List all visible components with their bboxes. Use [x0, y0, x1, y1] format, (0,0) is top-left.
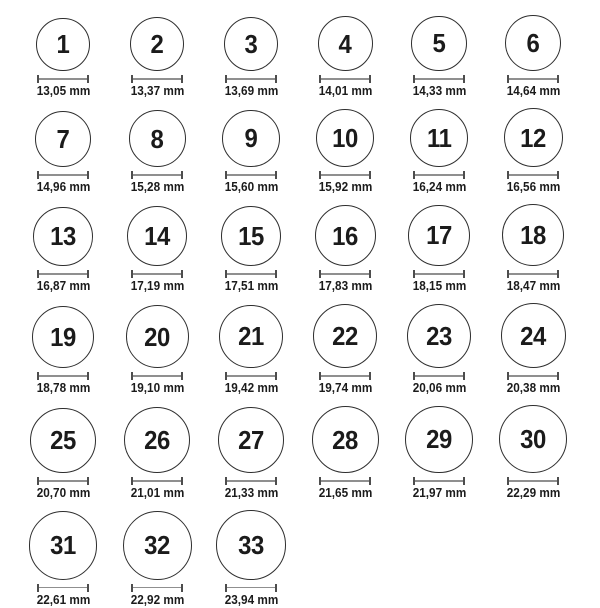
ring-size-item — [110, 510, 204, 608]
diameter-measure-line — [225, 270, 277, 278]
diameter-label: 14,96 mm — [36, 180, 90, 194]
ring-size-item — [486, 15, 580, 99]
ring-circle — [129, 110, 186, 167]
ring-size-number: 1 — [56, 29, 70, 60]
diameter-label: 18,15 mm — [412, 279, 466, 293]
ring-circle — [505, 15, 561, 71]
ring-size-number: 15 — [238, 220, 264, 251]
diameter-label: 22,29 mm — [506, 486, 560, 500]
diameter-label: 20,38 mm — [506, 381, 560, 395]
ring-size-number: 11 — [426, 122, 452, 153]
ring-size-number: 4 — [338, 28, 352, 59]
diameter-measure-line — [225, 372, 277, 380]
ring-size-item — [392, 405, 486, 501]
ring-size-item — [16, 204, 110, 294]
ring-circle — [501, 303, 566, 368]
diameter-label: 17,83 mm — [318, 279, 372, 293]
ring-size-item — [110, 15, 204, 99]
diameter-label: 19,42 mm — [224, 381, 278, 395]
ring-size-item — [298, 405, 392, 501]
diameter-label: 13,69 mm — [224, 84, 278, 98]
ring-size-item — [204, 108, 298, 195]
ring-size-number: 19 — [50, 321, 76, 352]
ring-size-item — [486, 108, 580, 195]
ring-size-number: 12 — [520, 122, 546, 153]
ring-size-item — [110, 405, 204, 501]
ring-size-item — [392, 15, 486, 99]
diameter-label: 15,28 mm — [130, 180, 184, 194]
diameter-label: 13,37 mm — [130, 84, 184, 98]
ring-size-number: 31 — [50, 530, 76, 561]
ring-size-number: 6 — [526, 28, 540, 58]
ring-size-item — [16, 303, 110, 396]
ring-circle — [504, 108, 563, 167]
diameter-measure-line — [37, 270, 89, 278]
diameter-measure-line — [507, 270, 559, 278]
ring-size-number: 7 — [56, 123, 70, 154]
diameter-label: 20,70 mm — [36, 486, 90, 500]
diameter-measure-line — [507, 477, 559, 485]
ring-size-number: 2 — [150, 29, 164, 59]
diameter-label: 15,60 mm — [224, 180, 278, 194]
diameter-measure-line — [131, 372, 183, 380]
ring-circle — [411, 16, 467, 72]
ring-size-number: 20 — [144, 321, 170, 352]
ring-circle — [221, 206, 282, 267]
ring-size-number: 29 — [426, 424, 452, 455]
diameter-measure-line — [131, 584, 183, 592]
ring-circle — [216, 510, 286, 580]
ring-circle — [29, 511, 98, 580]
ring-size-item — [204, 510, 298, 608]
ring-circle — [408, 205, 470, 267]
diameter-measure-line — [413, 171, 465, 179]
diameter-label: 14,64 mm — [506, 84, 560, 98]
diameter-label: 23,94 mm — [224, 592, 278, 607]
ring-size-number: 17 — [426, 220, 452, 251]
ring-size-item — [16, 108, 110, 195]
ring-size-number: 8 — [150, 123, 164, 154]
ring-size-number: 30 — [520, 424, 546, 454]
ring-circle — [130, 17, 184, 71]
ring-circle — [126, 305, 189, 368]
diameter-measure-line — [413, 75, 465, 83]
diameter-measure-line — [37, 75, 89, 83]
ring-circle — [313, 304, 377, 368]
diameter-measure-line — [507, 372, 559, 380]
ring-circle — [222, 110, 280, 168]
ring-circle — [502, 204, 564, 266]
ring-circle — [405, 406, 473, 474]
diameter-measure-line — [131, 75, 183, 83]
ring-size-number: 10 — [332, 123, 358, 153]
diameter-measure-line — [131, 270, 183, 278]
diameter-measure-line — [37, 477, 89, 485]
ring-size-item — [110, 204, 204, 294]
ring-size-item — [392, 108, 486, 195]
ring-size-item — [486, 204, 580, 294]
ring-size-number: 25 — [50, 425, 76, 456]
ring-size-item — [204, 405, 298, 501]
ring-size-item — [298, 303, 392, 396]
ring-size-number: 22 — [332, 321, 358, 351]
diameter-measure-line — [37, 171, 89, 179]
ring-size-item — [204, 303, 298, 396]
ring-circle — [318, 16, 373, 71]
ring-circle — [35, 111, 92, 168]
ring-circle — [124, 407, 190, 473]
ring-circle — [30, 408, 96, 474]
diameter-label: 17,19 mm — [130, 279, 184, 293]
ring-size-item — [204, 204, 298, 294]
ring-circle — [32, 306, 95, 369]
diameter-label: 15,92 mm — [318, 180, 372, 194]
diameter-measure-line — [413, 372, 465, 380]
ring-size-number: 3 — [244, 28, 258, 59]
ring-size-number: 27 — [238, 424, 264, 455]
diameter-label: 16,24 mm — [412, 180, 466, 194]
ring-size-item — [392, 303, 486, 396]
ring-size-item — [298, 108, 392, 195]
ring-size-number: 5 — [432, 28, 446, 59]
diameter-label: 16,87 mm — [36, 279, 90, 293]
diameter-measure-line — [37, 584, 89, 592]
diameter-measure-line — [225, 477, 277, 485]
diameter-measure-line — [131, 477, 183, 485]
ring-size-number: 23 — [426, 320, 452, 351]
ring-size-number: 24 — [520, 320, 546, 351]
diameter-label: 18,78 mm — [36, 381, 90, 395]
ring-size-number: 13 — [50, 221, 76, 252]
ring-size-item — [16, 510, 110, 608]
ring-circle — [316, 109, 374, 167]
diameter-label: 13,05 mm — [36, 84, 90, 98]
diameter-label: 22,92 mm — [130, 592, 184, 607]
ring-circle — [33, 207, 93, 267]
diameter-measure-line — [319, 372, 371, 380]
ring-circle — [312, 406, 379, 473]
ring-circle — [407, 304, 472, 369]
diameter-label: 22,61 mm — [36, 592, 90, 607]
ring-size-number: 9 — [244, 123, 258, 154]
ring-circle — [36, 18, 90, 72]
diameter-label: 20,06 mm — [412, 381, 466, 395]
diameter-label: 19,10 mm — [130, 381, 184, 395]
ring-size-number: 18 — [520, 220, 546, 250]
diameter-label: 14,01 mm — [318, 84, 372, 98]
ring-size-item — [486, 405, 580, 501]
ring-circle — [218, 407, 285, 474]
ring-circle — [499, 405, 567, 473]
diameter-label: 16,56 mm — [506, 180, 560, 194]
diameter-measure-line — [413, 270, 465, 278]
ring-circle — [224, 17, 279, 72]
ring-size-item — [16, 405, 110, 501]
ring-circle — [127, 206, 187, 266]
ring-size-item — [204, 15, 298, 99]
diameter-label: 21,65 mm — [318, 486, 372, 500]
diameter-measure-line — [507, 171, 559, 179]
ring-size-item — [298, 204, 392, 294]
diameter-label: 17,51 mm — [224, 279, 278, 293]
diameter-measure-line — [319, 477, 371, 485]
ring-circle — [315, 205, 376, 266]
diameter-measure-line — [131, 171, 183, 179]
ring-size-number: 14 — [144, 221, 170, 251]
ring-size-item — [110, 303, 204, 396]
diameter-label: 18,47 mm — [506, 279, 560, 293]
ring-size-item — [110, 108, 204, 195]
diameter-measure-line — [319, 270, 371, 278]
diameter-measure-line — [225, 171, 277, 179]
ring-size-item — [16, 15, 110, 99]
ring-size-number: 32 — [144, 530, 170, 560]
diameter-label: 21,97 mm — [412, 486, 466, 500]
diameter-measure-line — [507, 75, 559, 83]
diameter-label: 21,01 mm — [130, 486, 184, 500]
ring-size-number: 21 — [238, 321, 264, 352]
diameter-measure-line — [225, 584, 277, 592]
ring-size-number: 28 — [332, 424, 358, 455]
ring-size-item — [392, 204, 486, 294]
diameter-measure-line — [225, 75, 277, 83]
ring-size-item — [298, 15, 392, 99]
ring-circle — [123, 511, 192, 580]
diameter-measure-line — [319, 171, 371, 179]
diameter-measure-line — [319, 75, 371, 83]
ring-size-number: 33 — [238, 529, 264, 560]
ring-size-item — [486, 303, 580, 396]
diameter-measure-line — [413, 477, 465, 485]
ring-size-number: 26 — [144, 425, 170, 455]
diameter-label: 14,33 mm — [412, 84, 466, 98]
ring-size-number: 16 — [332, 220, 358, 251]
diameter-label: 19,74 mm — [318, 381, 372, 395]
diameter-measure-line — [37, 372, 89, 380]
diameter-label: 21,33 mm — [224, 486, 278, 500]
ring-circle — [219, 305, 283, 369]
ring-circle — [410, 109, 469, 168]
